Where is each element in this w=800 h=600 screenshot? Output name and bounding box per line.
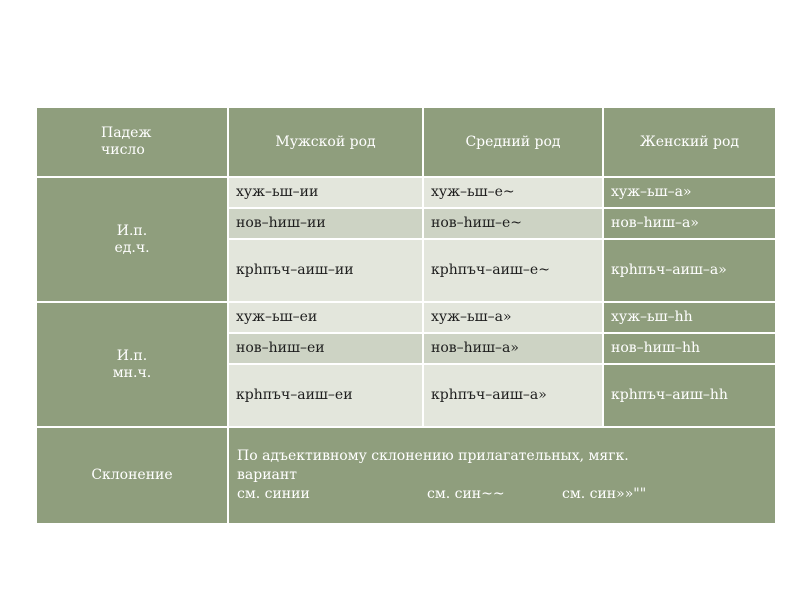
cell-masc: хуж–ьш–еи (228, 302, 423, 333)
cell-fem: хуж–ьш–а» (603, 177, 776, 208)
declension-variants (237, 485, 767, 504)
cell-masc: нов–hиш–ии (228, 208, 423, 239)
header-feminine: Женский род (603, 107, 776, 177)
header-row (36, 107, 776, 177)
declension-line: вариант (237, 467, 297, 483)
declension-row (36, 427, 776, 524)
cell-neut: хуж–ьш–а» (423, 302, 603, 333)
header-neuter: Средний род (423, 107, 603, 177)
cell-neut: хуж–ьш–е~ (423, 177, 603, 208)
cell-neut: нов–hиш–а» (423, 333, 603, 364)
cell-masc: хуж–ьш–ии (228, 177, 423, 208)
table-row (36, 302, 776, 333)
header-case-label: Падеж (101, 125, 152, 141)
cell-neut: крhпъч–аиш–е~ (423, 239, 603, 302)
number-label-line: ед.ч. (114, 239, 150, 256)
cell-neut: крhпъч–аиш–а» (423, 364, 603, 427)
case-label-plural (36, 302, 228, 427)
cell-fem: крhпъч–аиш–hh (603, 364, 776, 427)
variant-masc: см. синии (237, 486, 310, 502)
header-masculine: Мужской род (228, 107, 423, 177)
declension-table (35, 106, 777, 525)
number-label-line: мн.ч. (112, 364, 152, 381)
declension-line: По адъективному склонению прилагательных, мягк. (237, 448, 629, 464)
cell-masc: крhпъч–аиш–ии (228, 239, 423, 302)
table-row (36, 177, 776, 208)
cell-neut: нов–hиш–е~ (423, 208, 603, 239)
header-number-label: число (101, 142, 145, 158)
header-case-number (36, 107, 228, 177)
cell-masc: крhпъч–аиш–еи (228, 364, 423, 427)
case-label-singular (36, 177, 228, 302)
cell-masc: нов–hиш–еи (228, 333, 423, 364)
declension-label: Склонение (36, 427, 228, 524)
cell-fem: крhпъч–аиш–а» (603, 239, 776, 302)
case-label-line: И.п. (116, 347, 148, 364)
case-label-line: И.п. (116, 222, 148, 239)
declension-description (228, 427, 776, 524)
cell-fem: хуж–ьш–hh (603, 302, 776, 333)
variant-fem: см. син»»"" (562, 486, 647, 502)
cell-fem: нов–hиш–а» (603, 208, 776, 239)
cell-fem: нов–hиш–hh (603, 333, 776, 364)
variant-neut: см. син~~ (427, 486, 505, 502)
